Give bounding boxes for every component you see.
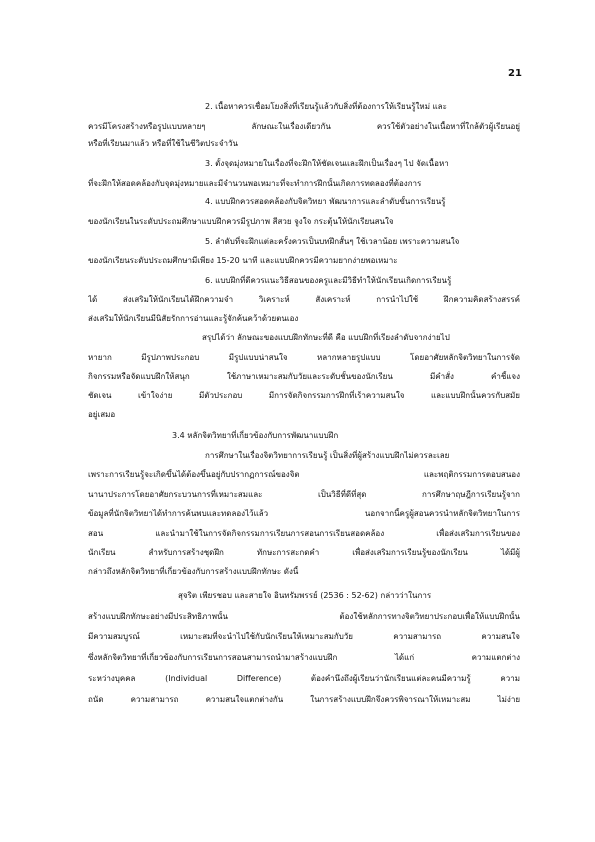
- text-line: ชัดเจน เข้าใจง่าย มีตัวประกอบ มีการจัดกิจกรรมการฝึกที่เร้าความสนใจ และแบบฝึกนั้นควรกับสมัย: [88, 391, 520, 400]
- text-line: ข้อมูลที่นักจิตวิทยาได้ทำการค้นพบและทดลองไว้แล้ว นอกจากนี้ครูผู้สอนควรนำหลักจิตวิทยาในการ: [88, 509, 520, 518]
- text-line: ของนักเรียนระดับประถมศึกษามีเพียง 15-20 นาที และแบบฝึกควรมีความยากง่ายพอเหมาะ: [88, 256, 398, 265]
- text-line: หรือที่เรียนมาแล้ว หรือที่ใช้ในชีวิตประจำวัน: [88, 139, 238, 148]
- text-line: ซึ่งหลักจิตวิทยาที่เกี่ยวข้องกับการเรียนการสอนสามารถนำมาสร้างแบบฝึก ได้แก่ ความแตกต่าง: [88, 653, 520, 662]
- text-line: หายาก มีรูปภาพประกอบ มีรูปแบบน่าสนใจ หลากหลายรูปแบบ โดยอาศัยหลักจิตวิทยาในการจัด: [88, 353, 520, 362]
- text-line: สุจริต เพียรชอบ และสายใจ อินทรัมพรรย์ (2536 : 52-62) กล่าวว่าในการ: [178, 591, 432, 600]
- text-line: 5. ลำดับที่จะฝึกแต่ละครั้งควรเป็นบทฝึกสั้นๆ ใช้เวลาน้อย เพราะความสนใจ: [205, 237, 460, 246]
- text-line: 2. เนื้อหาควรเชื่อมโยงสิ่งที่เรียนรู้แล้วกับสิ่งที่ต้องการให้เรียนรู้ใหม่ และ: [205, 102, 447, 111]
- section-heading: 3.4 หลักจิตวิทยาที่เกี่ยวข้องกับการพัฒนาแบบฝึก: [172, 431, 339, 440]
- text-line: สร้างแบบฝึกทักษะอย่างมีประสิทธิภาพนั้น ต้องใช้หลักการทางจิตวิทยาประกอบเพื่อให้แบบฝึกนั้น: [88, 612, 520, 621]
- text-line: สอน และนำมาใช้ในการจัดกิจกรรมการเรียนการสอนการเรียนสอดคล้อง เพื่อส่งเสริมการเรียนของ: [88, 529, 520, 538]
- text-line: 3. ตั้งจุดมุ่งหมายในเรื่องที่จะฝึกให้ชัดเจนและฝึกเป็นเรื่องๆ ไป จัดเนื้อหา: [205, 159, 449, 168]
- text-line: สรุปได้ว่า ลักษณะของแบบฝึกทักษะที่ดี คือ แบบฝึกที่เรียงลำดับจากง่ายไป: [202, 333, 450, 342]
- text-line: ระหว่างบุคคล (Individual Difference) ต้องคำนึงถึงผู้เรียนว่านักเรียนแต่ละคนมีความรู้ ความ: [88, 674, 520, 683]
- text-line: นักเรียน สำหรับการสร้างชุดฝึก ทักษะการสะกดคำ เพื่อส่งเสริมการเรียนรู้ของนักเรียน ได้มีผู้: [88, 548, 520, 557]
- text-line: ได้ ส่งเสริมให้นักเรียนได้ฝึกความจำ วิเคราะห์ สังเคราะห์ การนำไปใช้ ฝึกความคิดสร้างสรรค์: [88, 295, 520, 304]
- text-line: กล่าวถึงหลักจิตวิทยาที่เกี่ยวข้องกับการสร้างแบบฝึกทักษะ ดังนี้: [88, 567, 299, 576]
- text-line: นานาประการโดยอาศัยกระบวนการที่เหมาะสมและ เป็นวิธีที่ดีที่สุด การศึกษาฤษฎีการเรียนรู้จาก: [88, 490, 520, 499]
- text-line: ส่งเสริมให้นักเรียนมีนิสัยรักการอ่านและรู้จักค้นคว้าด้วยตนเอง: [88, 314, 299, 323]
- text-line: อยู่เสมอ: [88, 410, 116, 419]
- text-line: กิจกรรมหรือจัดแบบฝึกให้สนุก ใช้ภาษาเหมาะสมกับวัยและระดับชั้นของนักเรียน มีคำสั่ง คำชี้แจง: [88, 372, 520, 381]
- text-line: ถนัด ความสามารถ ความสนใจแตกต่างกัน ในการสร้างแบบฝึกจึงควรพิจารณาให้เหมาะสม ไม่ง่าย: [88, 695, 520, 704]
- text-line: 4. แบบฝึกควรสอดคล้องกับจิตวิทยา พัฒนาการและลำดับขั้นการเรียนรู้: [205, 197, 446, 206]
- page-number: 21: [508, 68, 522, 79]
- text-line: ที่จะฝึกให้สอดคล้องกับจุดมุ่งหมายและมีจำนวนพอเหมาะที่จะทำการฝึกนั้นเกิดการทดลองที่ต้องการ: [88, 179, 422, 188]
- text-line: ควรมีโครงสร้างหรือรูปแบบหลายๆ ลักษณะในเรื่องเดียวกัน ควรใช้ตัวอย่างในเนื้อหาที่ใกล้ตัวผู้เรียนอยู่: [88, 122, 520, 131]
- text-line: ของนักเรียนในระดับประถมศึกษาแบบฝึกควรมีรูปภาพ สีสวย จูงใจ กระตุ้นให้นักเรียนสนใจ: [88, 217, 394, 226]
- text-line: มีความสมบูรณ์ เหมาะสมที่จะนำไปใช้กับนักเรียนให้เหมาะสมกับวัย ความสามารถ ความสนใจ: [88, 632, 520, 641]
- text-line: การศึกษาในเรื่องจิตวิทยาการเรียนรู้ เป็นสิ่งที่ผู้สร้างแบบฝึกไม่ควรละเลย: [205, 451, 450, 460]
- text-line: 6. แบบฝึกที่ดีควรแนะวิธีสอนของครูและมีวิธีทำให้นักเรียนเกิดการเรียนรู้: [205, 276, 452, 285]
- text-line: เพราะการเรียนรู้จะเกิดขึ้นได้ต้องขึ้นอยู่กับปรากฏการณ์ของจิต และพฤติกรรมการตอบสนอง: [88, 470, 520, 479]
